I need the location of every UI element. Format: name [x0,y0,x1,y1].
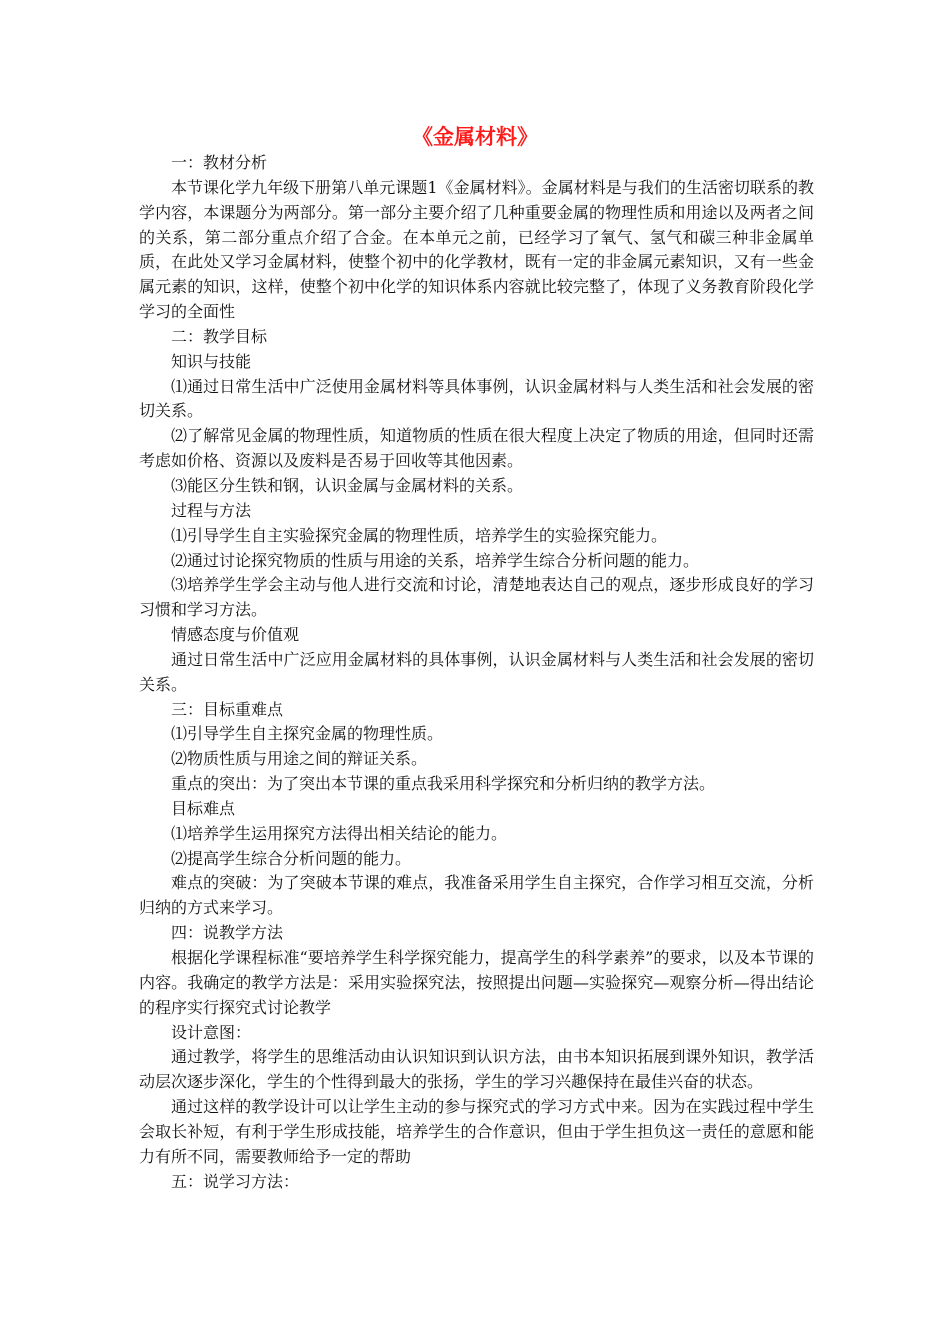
list-item: ⑶培养学生学会主动与他人进行交流和讨论，清楚地表达自己的观点，逐步形成良好的学习习惯和学习方法。 [139,575,814,620]
subheading: 设计意图： [171,1022,252,1042]
list-item: ⑵通过讨论探究物质的性质与用途的关系，培养学生综合分析问题的能力。 [171,550,700,570]
list-item: ⑵物质性质与用途之间的辩证关系。 [171,749,428,769]
document-body [139,151,814,1194]
paragraph: 重点的突出：为了突出本节课的重点我采用科学探究和分析归纳的教学方法。 [171,774,716,794]
paragraph: 根据化学课程标准“要培养学生科学探究能力，提高学生的科学素养”的要求，以及本节课的内容。我确定的教学方法是：采用实验探究法，按照提出问题—实验探究—观察分析—得出结论的程序实行探究式讨论教学 [139,948,814,1017]
subheading: 情感态度与价值观 [171,625,300,645]
list-item: ⑶能区分生铁和钢，认识金属与金属材料的关系。 [171,475,524,495]
paragraph: 通过日常生活中广泛应用金属材料的具体事例，认识金属材料与人类生活和社会发展的密切关系。 [139,649,814,694]
section-heading: 四：说教学方法 [171,923,284,943]
subheading: 过程与方法 [171,500,252,520]
list-item: ⑴培养学生运用探究方法得出相关结论的能力。 [171,823,508,843]
paragraph: 难点的突破：为了突破本节课的难点，我准备采用学生自主探究，合作学习相互交流，分析归纳的方式来学习。 [139,873,814,918]
list-item: ⑴引导学生自主实验探究金属的物理性质，培养学生的实验探究能力。 [171,525,668,545]
subheading: 知识与技能 [171,351,252,371]
section-heading: 一：教材分析 [171,153,268,172]
list-item: ⑵提高学生综合分析问题的能力。 [171,848,412,868]
paragraph: 通过这样的教学设计可以让学生主动的参与探究式的学习方式中来。因为在实践过程中学生会取长补短，有利于学生形成技能，培养学生的合作意识，但由于学生担负这一责任的意愿和能力有所不同，需要教师给予一定的帮助 [139,1097,814,1166]
paragraph: 本节课化学九年级下册第八单元课题1《金属材料》。金属材料是与我们的生活密切联系的教学内容，本课题分为两部分。第一部分主要介绍了几种重要金属的物理性质和用途以及两者之间的关系，第二部分重点介绍了合金。在本单元之前，已经学习了氧气、氢气和碳三种非金属单质，在此处又学习金属材料，使整个初中的化学教材，既有一定的非金属元素知识，又有一些金属元素的知识，这样，使整个初中化学的知识体系内容就比较完整了，体现了义务教育阶段化学学习的全面性 [139,177,814,322]
paragraph: 通过教学，将学生的思维活动由认识知识到认识方法，由书本知识拓展到课外知识，教学活动层次逐步深化，学生的个性得到最大的张扬，学生的学习兴趣保持在最佳兴奋的状态。 [139,1047,814,1092]
list-item: ⑴引导学生自主探究金属的物理性质。 [171,724,444,744]
document-title: 《金属材料》 [412,125,538,149]
list-item: ⑴通过日常生活中广泛使用金属材料等具体事例，认识金属材料与人类生活和社会发展的密切关系。 [139,376,814,421]
section-heading: 二：教学目标 [171,326,268,346]
section-heading: 三：目标重难点 [171,699,284,719]
section-heading: 五：说学习方法： [171,1171,300,1191]
list-item: ⑵了解常见金属的物理性质，知道物质的性质在很大程度上决定了物质的用途，但同时还需考虑如价格、资源以及废料是否易于回收等其他因素。 [139,426,814,471]
subheading: 目标难点 [171,798,236,818]
